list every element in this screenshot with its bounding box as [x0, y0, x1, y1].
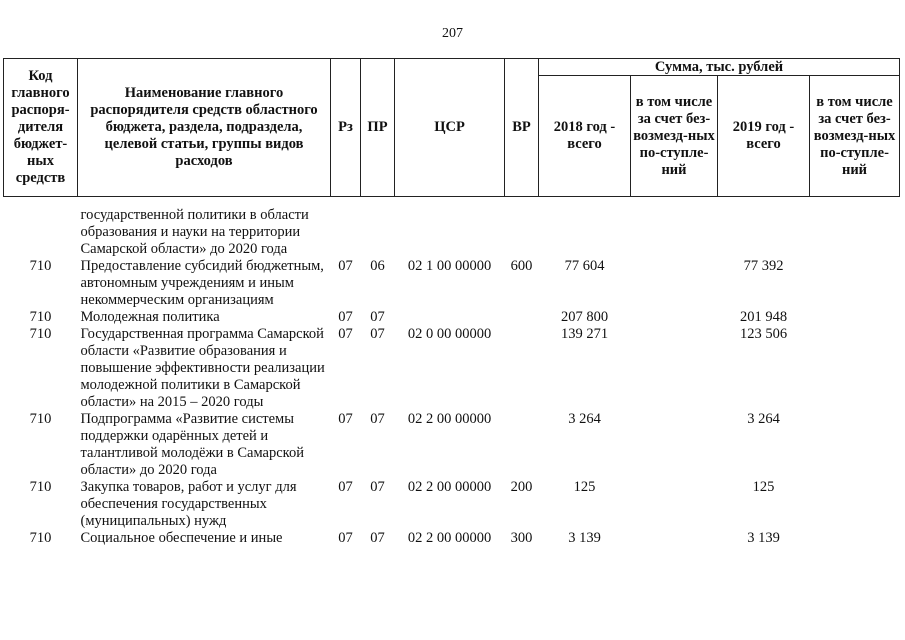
row-2018-gratuitous — [631, 326, 718, 411]
row-2018-total — [539, 207, 631, 258]
row-vr — [505, 326, 539, 411]
row-vr — [505, 207, 539, 258]
row-2018-gratuitous — [631, 309, 718, 326]
table-header — [4, 59, 900, 197]
row-name: Социальное обеспечение и иные — [80, 530, 283, 546]
row-code: 710 — [29, 411, 52, 427]
row-code — [4, 207, 78, 258]
row-csr: 02 0 00 00000 — [407, 326, 492, 342]
table-row — [4, 258, 900, 309]
table-body — [4, 197, 900, 548]
row-pr: 07 — [370, 326, 385, 342]
table-row — [4, 411, 900, 479]
row-vr: 600 — [510, 258, 533, 274]
row-csr: 02 2 00 00000 — [407, 411, 492, 427]
row-pr — [361, 207, 395, 258]
row-csr: 02 2 00 00000 — [407, 530, 492, 546]
row-2018-total: 3 139 — [568, 530, 601, 546]
row-rz: 07 — [338, 309, 353, 325]
table-row — [4, 326, 900, 411]
header-2018-total: 2018 год - всего — [539, 76, 631, 197]
row-rz: 07 — [338, 479, 353, 495]
row-2018-total: 77 604 — [564, 258, 605, 274]
row-vr: 200 — [510, 479, 533, 495]
table-row — [4, 309, 900, 326]
row-name: Государственная программа Самарской области «Развитие образования и повышение эффективности реализации молодежной политики в Самарской области» на 2015 – 2020 годы — [80, 326, 325, 410]
row-2019-total: 3 139 — [747, 530, 780, 546]
row-2018-gratuitous — [631, 530, 718, 547]
row-2018-gratuitous — [631, 258, 718, 309]
header-2018-gratuitous: в том числе за счет без-возмезд-ных по-ступле-ний — [631, 76, 718, 197]
page-number: 207 — [442, 26, 463, 41]
row-csr: 02 1 00 00000 — [407, 258, 492, 274]
row-2019-gratuitous — [810, 258, 900, 309]
row-code: 710 — [29, 479, 52, 495]
row-rz: 07 — [338, 411, 353, 427]
row-rz: 07 — [338, 258, 353, 274]
row-csr — [395, 207, 505, 258]
row-pr: 07 — [370, 309, 385, 325]
row-2019-total: 3 264 — [747, 411, 780, 427]
row-2019-total — [718, 207, 810, 258]
row-pr: 07 — [370, 479, 385, 495]
row-pr: 07 — [370, 530, 385, 546]
row-name: Молодежная политика — [80, 309, 220, 325]
row-2018-gratuitous — [631, 411, 718, 479]
header-2019-total: 2019 год - всего — [718, 76, 810, 197]
row-2019-gratuitous — [810, 326, 900, 411]
row-name: государственной политики в области образования и науки на территории Самарской области» до 2020 года — [80, 207, 309, 257]
header-sum: Сумма, тыс. рублей — [539, 59, 900, 76]
row-csr: 02 2 00 00000 — [407, 479, 492, 495]
header-vr: ВР — [505, 59, 539, 197]
row-code: 710 — [29, 326, 52, 342]
row-rz — [331, 207, 361, 258]
row-vr: 300 — [510, 530, 533, 546]
row-vr — [505, 411, 539, 479]
row-2019-gratuitous — [810, 479, 900, 530]
row-csr — [395, 309, 505, 326]
row-vr — [505, 309, 539, 326]
header-rz: Рз — [331, 59, 361, 197]
header-code: Код главного распоря-дителя бюджет-ных средств — [4, 59, 78, 197]
row-2018-total: 139 271 — [560, 326, 609, 342]
row-2018-total: 207 800 — [560, 309, 609, 325]
header-pr: ПР — [361, 59, 395, 197]
row-name: Закупка товаров, работ и услуг для обеспечения государственных (муниципальных) нужд — [80, 479, 297, 529]
row-2018-gratuitous — [631, 479, 718, 530]
row-code: 710 — [29, 530, 52, 546]
table-row — [4, 207, 900, 258]
row-2018-total: 125 — [573, 479, 596, 495]
row-2019-gratuitous — [810, 309, 900, 326]
row-rz: 07 — [338, 326, 353, 342]
row-pr: 07 — [370, 411, 385, 427]
row-pr: 06 — [370, 258, 385, 274]
row-2019-gratuitous — [810, 411, 900, 479]
row-2018-total: 3 264 — [568, 411, 601, 427]
budget-table — [3, 58, 900, 547]
row-name: Предоставление субсидий бюджетным, автономным учреждениям и иным некоммерческим организациям — [80, 258, 324, 308]
header-2019-gratuitous: в том числе за счет без-возмезд-ных по-ступле-ний — [810, 76, 900, 197]
row-2018-gratuitous — [631, 207, 718, 258]
table-row — [4, 530, 900, 547]
row-2019-gratuitous — [810, 530, 900, 547]
row-name: Подпрограмма «Развитие системы поддержки одарённых детей и талантливой молодёжи в Самарской области» до 2020 года — [80, 411, 304, 478]
header-name: Наименование главного распорядителя средств областного бюджета, раздела, подраздела, целевой статьи, группы видов расходов — [78, 59, 331, 197]
row-2019-total: 77 392 — [743, 258, 784, 274]
row-code: 710 — [29, 258, 52, 274]
row-2019-total: 125 — [752, 479, 775, 495]
header-csr: ЦСР — [395, 59, 505, 197]
row-2019-gratuitous — [810, 207, 900, 258]
row-code: 710 — [29, 309, 52, 325]
row-rz: 07 — [338, 530, 353, 546]
row-2019-total: 123 506 — [739, 326, 788, 342]
row-2019-total: 201 948 — [739, 309, 788, 325]
table-row — [4, 479, 900, 530]
